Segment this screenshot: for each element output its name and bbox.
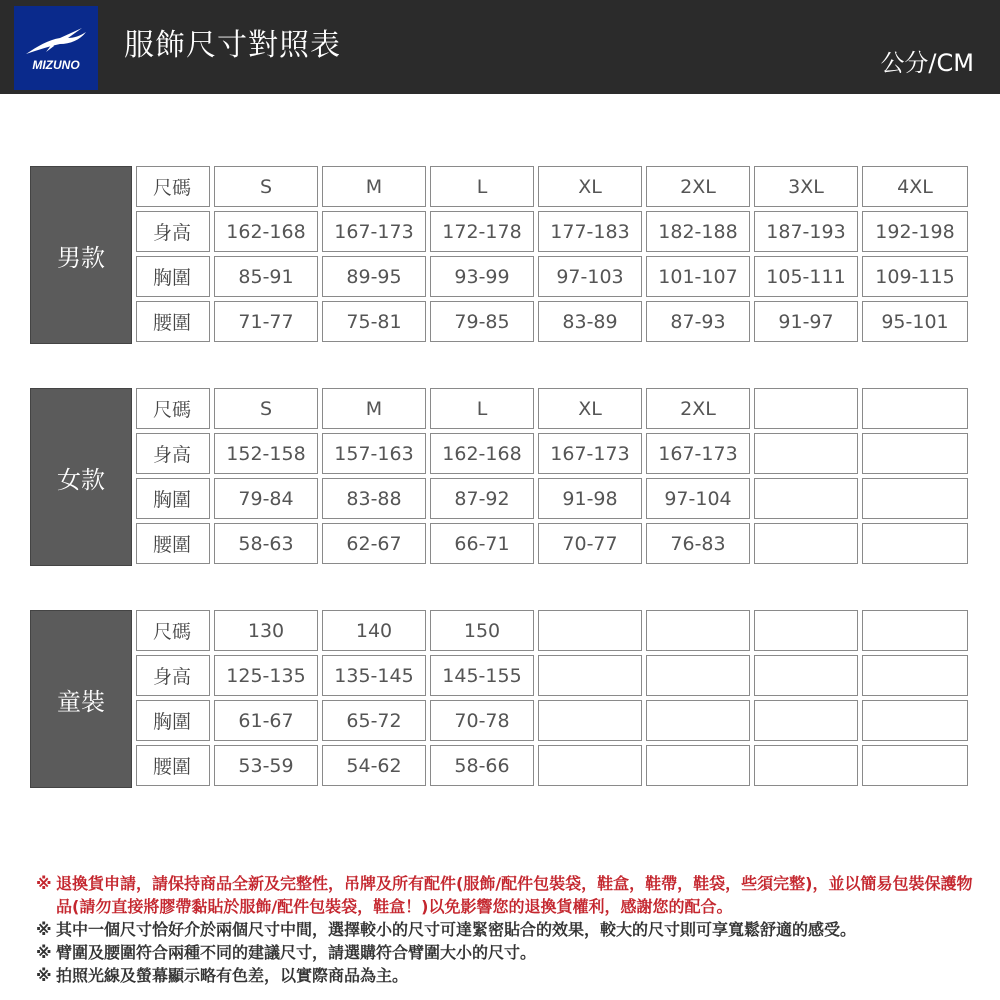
table-cell [538,745,642,786]
note-mark: ※ [36,920,52,939]
table-cell: M [322,388,426,429]
table-cell: 97-104 [646,478,750,519]
table-cell [862,610,968,651]
table-cell: 97-103 [538,256,642,297]
table-cell [862,745,968,786]
table-cell [754,745,858,786]
table-cell: 66-71 [430,523,534,564]
note-item [36,918,986,941]
size-table-section [30,166,970,346]
table-cell: 2XL [646,388,750,429]
table-cell: 125-135 [214,655,318,696]
table-cell: 79-84 [214,478,318,519]
table-cell: 76-83 [646,523,750,564]
table-cell [646,655,750,696]
note-text: 退換貨申請，請保持商品全新及完整性，吊牌及所有配件(服飾/配件包裝袋，鞋盒，鞋帶，鞋袋，些須完整)，並以簡易包裝保護物品(請勿直接將膠帶黏貼於服飾/配件包裝袋，鞋盒！)以免影響您的退換貨權利，感謝您的配合。 [56,874,973,916]
table-cell: 101-107 [646,256,750,297]
header-bar [0,0,1000,94]
note-mark: ※ [36,943,52,962]
table-cell: 65-72 [322,700,426,741]
table-cell: 167-173 [322,211,426,252]
table-cell: 85-91 [214,256,318,297]
row-label-height: 身高 [136,655,210,696]
row-label-height: 身高 [136,433,210,474]
table-cell [646,610,750,651]
table-cell: 109-115 [862,256,968,297]
size-table-section [30,610,970,790]
page-title: 服飾尺寸對照表 [124,28,341,63]
table-cell [862,388,968,429]
table-cell: 71-77 [214,301,318,342]
table-cell: 3XL [754,166,858,207]
table-cell: 162-168 [430,433,534,474]
table-cell [754,478,858,519]
note-mark: ※ [36,874,52,893]
table-cell: 167-173 [538,433,642,474]
table-cell [538,700,642,741]
table-cell: 87-93 [646,301,750,342]
table-cell: 187-193 [754,211,858,252]
table-cell: 105-111 [754,256,858,297]
table-cell: 89-95 [322,256,426,297]
table-cell: 62-67 [322,523,426,564]
table-cell: 87-92 [430,478,534,519]
table-cell: 140 [322,610,426,651]
table-cell [646,700,750,741]
table-cell: 79-85 [430,301,534,342]
table-cell [754,610,858,651]
table-cell: 58-63 [214,523,318,564]
table-cell: 2XL [646,166,750,207]
table-cell [862,478,968,519]
table-cell: L [430,166,534,207]
table-cell [862,523,968,564]
row-label-waist: 腰圍 [136,745,210,786]
notes-section [36,872,986,987]
table-cell: 135-145 [322,655,426,696]
unit-label: 公分/CM [880,49,974,77]
note-item [36,872,986,918]
table-cell: S [214,388,318,429]
table-cell: 162-168 [214,211,318,252]
table-cell [538,655,642,696]
row-label-sizes: 尺碼 [136,166,210,207]
size-table-section [30,388,970,568]
row-label-chest: 胸圍 [136,478,210,519]
row-label-sizes: 尺碼 [136,610,210,651]
table-cell: S [214,166,318,207]
table-cell: 54-62 [322,745,426,786]
table-cell: 93-99 [430,256,534,297]
note-text: 拍照光線及螢幕顯示略有色差，以實際商品為主。 [56,966,409,985]
row-label-sizes: 尺碼 [136,388,210,429]
table-cell: 53-59 [214,745,318,786]
note-item [36,964,986,987]
table-cell: XL [538,388,642,429]
note-item [36,941,986,964]
table-cell: 150 [430,610,534,651]
table-cell [538,610,642,651]
table-cell: 91-98 [538,478,642,519]
table-cell: 167-173 [646,433,750,474]
table-cell: 177-183 [538,211,642,252]
note-text: 其中一個尺寸恰好介於兩個尺寸中間，選擇較小的尺寸可達緊密貼合的效果，較大的尺寸則可享寬鬆舒適的感受。 [56,920,857,939]
table-cell: 83-88 [322,478,426,519]
table-cell: 91-97 [754,301,858,342]
table-cell: 83-89 [538,301,642,342]
table-cell [754,433,858,474]
note-mark: ※ [36,966,52,985]
table-cell [754,523,858,564]
row-label-chest: 胸圍 [136,256,210,297]
table-cell: 95-101 [862,301,968,342]
row-label-waist: 腰圍 [136,523,210,564]
table-cell: 75-81 [322,301,426,342]
row-label-waist: 腰圍 [136,301,210,342]
category-label: 童裝 [30,610,132,788]
table-cell: 172-178 [430,211,534,252]
table-cell: 182-188 [646,211,750,252]
category-label: 女款 [30,388,132,566]
row-label-chest: 胸圍 [136,700,210,741]
runbird-icon [24,24,88,58]
table-cell: 145-155 [430,655,534,696]
row-label-height: 身高 [136,211,210,252]
brand-name: MIZUNO [32,58,80,72]
table-cell [862,700,968,741]
table-cell [862,433,968,474]
table-cell: 152-158 [214,433,318,474]
table-cell: 130 [214,610,318,651]
table-cell [754,700,858,741]
table-cell [754,655,858,696]
category-label: 男款 [30,166,132,344]
table-cell: XL [538,166,642,207]
table-cell: 157-163 [322,433,426,474]
table-cell: 192-198 [862,211,968,252]
table-cell: 58-66 [430,745,534,786]
table-cell: 70-77 [538,523,642,564]
note-text: 臂圍及腰圍符合兩種不同的建議尺寸，請選購符合臂圍大小的尺寸。 [56,943,537,962]
table-cell [646,745,750,786]
table-cell [754,388,858,429]
table-cell [862,655,968,696]
table-cell: 61-67 [214,700,318,741]
table-cell: L [430,388,534,429]
mizuno-logo [14,6,98,90]
table-cell: 70-78 [430,700,534,741]
table-cell: M [322,166,426,207]
table-cell: 4XL [862,166,968,207]
